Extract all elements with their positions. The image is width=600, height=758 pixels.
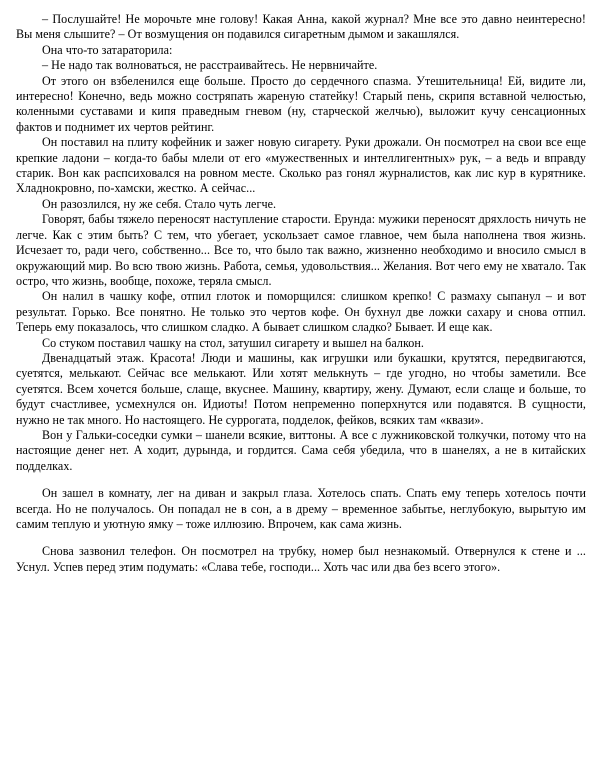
paragraph: – Не надо так волноваться, не расстраивайтесь. Не нервничайте. (42, 58, 378, 73)
document-body (16, 12, 586, 575)
paragraph: Он поставил на плиту кофейник и зажег новую сигарету. Руки дрожали. Он посмотрел на свои все еще крепкие ладони – когда-то бабы млели от его «мужественных и интеллигентных» рук, – а ведь и вправду старик. Вон как распсиховался на ровном месте. Сколько раз гонял журналистов, как лис кур в курятнике. Хладнокровно, по-хамски, жестко. А сейчас... (16, 135, 586, 196)
paragraph: Со стуком поставил чашку на стол, затушил сигарету и вышел на балкон. (42, 335, 424, 350)
paragraph: – Послушайте! Не морочьте мне голову! Какая Анна, какой журнал? Мне все это давно неинтересно! Вы меня слышите? – От возмущения он подавился сигаретным дымом и закашлялся. (16, 12, 586, 42)
paragraph: Он налил в чашку кофе, отпил глоток и поморщился: слишком крепко! С размаху сыпанул – и вот результат. Горько. Все понятно. Не только это чертов кофе. Он бухнул две ложки сахару и снова отпил. Теперь ему показалось, что слишком сладко. А бывает слишком сладко? Бывает. И еще как. (16, 289, 586, 335)
paragraph: Он разозлился, ну же себя. Стало чуть легче. (42, 196, 277, 211)
paragraph: Вон у Гальки-соседки сумки – шанели всякие, виттоны. А все с лужниковской толкучки, потому что на настоящие денег нет. А ходит, дурында, и гордится. Сама себя убедила, что в шанелях, а не в китайских подделках. (16, 427, 586, 473)
paragraph: Она что-то затараторила: (42, 42, 173, 57)
paragraph: Он зашел в комнату, лег на диван и закрыл глаза. Хотелось спать. Спать ему теперь хотелось почти всегда. Но не получалось. Он попадал не в сон, а в дрему – временное забытье, неглубокую, вырытую им самим теплую и уютную ямку – тоже иллюзию. Впрочем, как сама жизнь. (16, 486, 586, 531)
paragraph: Двенадцатый этаж. Красота! Люди и машины, как игрушки или букашки, крутятся, передвигаются, суетятся, мелькают. Сейчас все мелькают. Или хотят мелькнуть – где угодно, но чтобы заметили. Все суетятся. Всем хочется больше, слаще, вкуснее. Машину, квартиру, жену. Думают, если слаще и больше, то будут счастливее, усмехнулся он. Идиоты! Потом непременно поперхнутся или подавятся. В сущности, нужно не так много. Но настоящего. Не суррогата, подделок, фейков, всяких там «квази». (16, 350, 586, 427)
paragraph: Снова зазвонил телефон. Он посмотрел на трубку, номер был незнакомый. Отвернулся к стене и ... Уснул. Успев перед этим подумать: «Слава тебе, господи... Хоть час или два без всего этого». (16, 544, 586, 574)
paragraph: Говорят, бабы тяжело переносят наступление старости. Ерунда: мужики переносят дряхлость ничуть не легче. Как с этим быть? С тем, что убегает, ускользает самое главное, чем была наполнена твоя жизнь. Исчезает то, ради чего, собственно... Все то, что было так важно, жизненно необходимо и вносило смысл в окружающий мир. Во всю твою жизнь. Работа, семья, удовольствия... Желания. Вот чего ему не хватало. Так остро, что жизнь, вообще, похоже, теряла смысл. (16, 212, 586, 288)
paragraph: От этого он взбеленился еще больше. Просто до сердечного спазма. Утешительница! Ей, видите ли, интересно! Конечно, ведь можно состряпать жареную статейку! Старый пень, скрипя вставной челюстью, коленными суставами и кипя праведным гневом (ну, старческой желчью), выложит кучу сенсационных фактов и поднимет их чертов рейтинг. (16, 73, 586, 134)
